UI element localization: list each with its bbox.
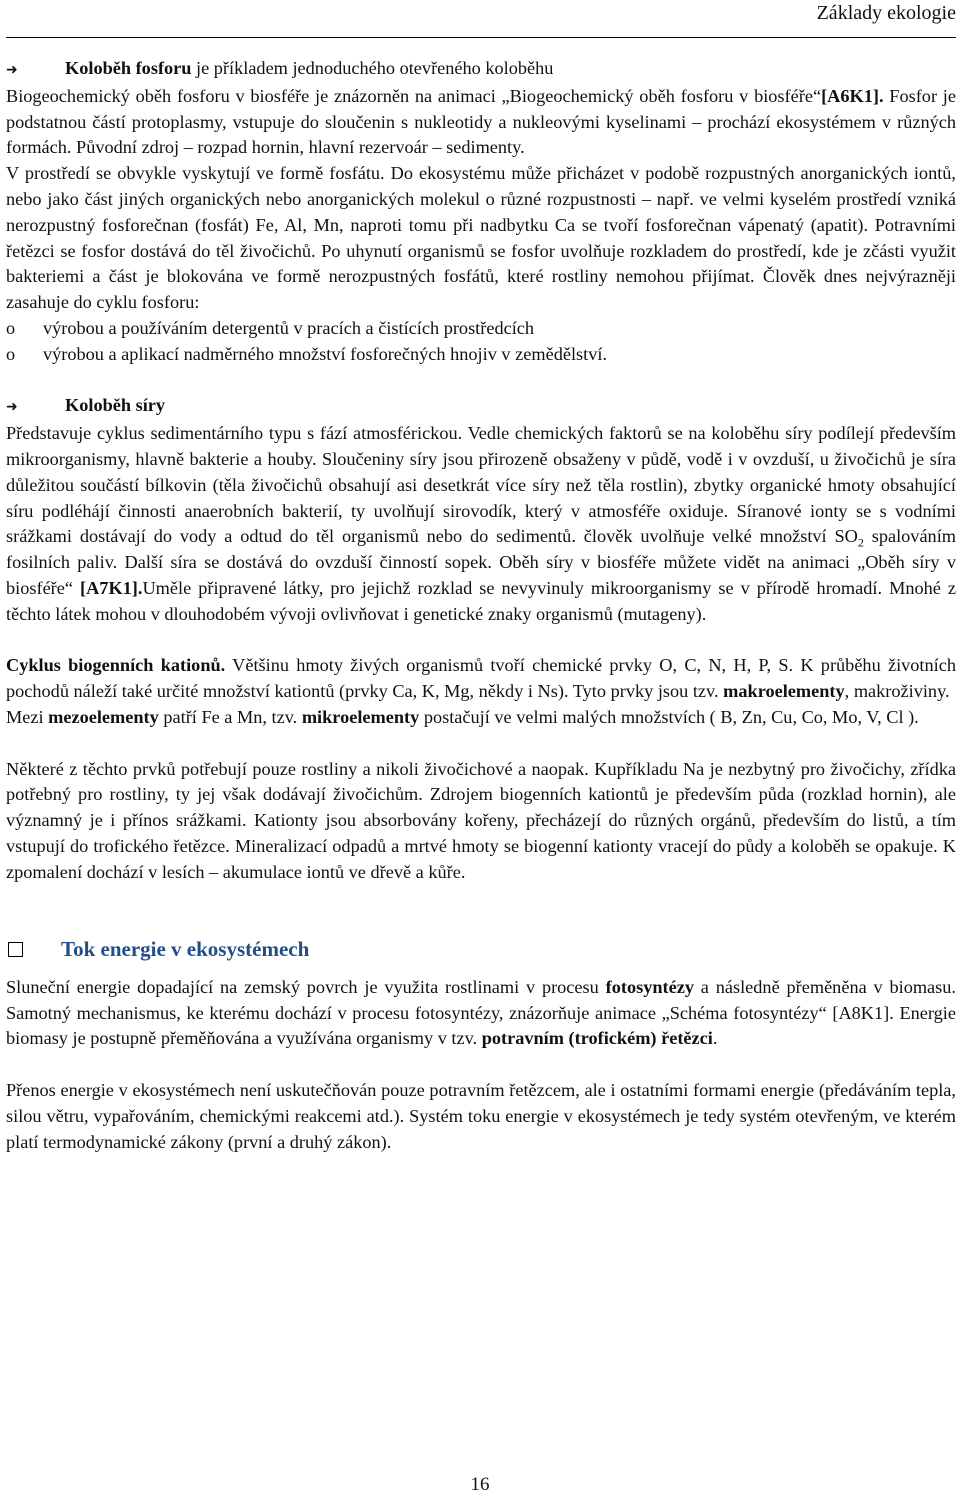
page-header-title: Základy ekologie xyxy=(816,2,956,24)
energy-section-title: Tok energie v ekosystémech xyxy=(61,937,310,962)
sulfur-paragraph xyxy=(6,421,956,627)
phosphorus-p1-text: Biogeochemický oběh fosforu v biosféře je znázorněn na animaci „Biogeochemický oběh fosforu v biosféře“ xyxy=(6,85,822,106)
subscript-2: 2 xyxy=(857,536,864,550)
phosphorus-paragraph-2: V prostředí se obvykle vyskytují ve formě fosfátu. Do ekosystému může přicházet v podobě rozpustných anorganických iontů, nebo jako část jiných organických nebo anorganických molekul o různé rozpustnosti – např. ve velmi kyselém prostředí vzniká nerozpustný fosforečnan (fosfát) Fe, Al, Mn, naproti tomu při nadbytku Ca se tvoří fosforečnan vápenatý (apatit). Potravními řetězci se fosfor dostává do těl živočichů. Po uhynutí organismů se fosfor uvolňuje rozkladem do prostředí, kde je zčásti využit bakteriemi a část je blokována ve formě nerozpustných fosfátů, které rostliny nemohou přijímat. Člověk dnes nejvýrazněji zasahuje do cyklu fosforu: xyxy=(6,163,956,313)
fotosyntezy-term: fotosyntézy xyxy=(605,976,694,997)
sulfur-title: Koloběh síry xyxy=(65,395,166,416)
document-body xyxy=(6,56,956,1155)
checkbox-square-icon xyxy=(8,942,23,957)
phosphorus-title: Koloběh fosforu xyxy=(65,58,192,78)
list-item xyxy=(6,342,956,368)
mezoelementy-term: mezoelementy xyxy=(48,706,159,727)
animation-reference-a6k1: [A6K1]. xyxy=(821,85,884,106)
sulfur-text-a: Představuje cyklus sedimentárního typu s fází atmosférickou. Vedle chemických faktorů se na koloběhu síry podílejí především mikroorganismy, hlavně bakterie a houby. Sloučeniny síry jsou přirozeně obsaženy v půdě, vodě i v ovzduší, u živočichů je síra důležitou součástí bílkovin (těla živočichů obsahují asi desetkrát více síry než těla rostlin), zbytky organické hmoty obsahující síru podléhájí činnosti anaerobních bakterií, ty uvolňují sirovodík, který v atmosféře oxiduje. Síranové ionty se s vodními srážkami dostávají do vody a odtud do těl organismů nebo do sedimentů. člověk uvolňuje velké množství SO xyxy=(6,423,956,547)
arrow-right-icon: ➜ xyxy=(6,62,18,78)
makroelementy-term: makroelementy xyxy=(723,681,845,702)
cations-p2-b: patří Fe a Mn, tzv. xyxy=(158,706,302,727)
energy-p1-b: a následně přeměněna v biomasu. Samotný mechanismus, ke kterému dochází v procesu fotosyntézy, znázorňuje animace „Schéma fotosyntézy“ [A8K1]. Energie biomasy je postupně přeměňována a využívána organismy v tzv. xyxy=(6,976,956,1049)
cations-p2-a: Mezi xyxy=(6,706,49,727)
arrow-right-icon: ➜ xyxy=(6,399,18,416)
list-item-text: výrobou a aplikací nadměrného množství fosforečných hnojiv v zemědělství. xyxy=(43,343,608,364)
phosphorus-p1-text-b: Fosfor je podstatnou částí protoplasmy, vstupuje do sloučenin s nukleotidy a nukleovými kyselinami – prochází ekosystémem v různých formách. Původní zdroj – rozpad hornin, hlavní rezervoár – sedimenty. xyxy=(6,85,956,158)
list-item xyxy=(6,316,956,342)
bullet-o: o xyxy=(6,343,16,364)
cations-title: Cyklus biogenních kationů. xyxy=(6,655,226,676)
trophic-chain-term: potravním (trofickém) řetězci xyxy=(481,1028,713,1049)
phosphorus-paragraph-1 xyxy=(6,84,956,161)
cations-paragraph-3: Některé z těchto prvků potřebují pouze rostliny a nikoli živočichové a naopak. Kupříkladu Na je nezbytný pro živočichy, zřídka potřebný pro rostliny, ty jej však dodávají živočichům. Zdrojem biogenních kationtů je především půda (rozklad hornin), ale významný je i přínos srážkami. Kationty jsou absorbovány kořeny, přecházejí do různých orgánů, především do listů, a tím vstupují do trofického řetězce. Mineralizací odpadů a mrtvé hmoty se biogenní kationty vracejí do půdy a koloběh se opakuje. K zpomalení dochází v lesích – akumulace iontů ve dřevě a kůře. xyxy=(6,758,956,882)
bullet-o: o xyxy=(6,317,16,338)
cations-p2-c: postačují ve velmi malých množstvích ( B, Zn, Cu, Co, Mo, V, Cl ). xyxy=(419,706,919,727)
phosphorus-intro: je příkladem jednoduchého otevřeného koloběhu xyxy=(191,58,554,78)
energy-p1-a: Sluneční energie dopadající na zemský povrch je využita rostlinami v procesu xyxy=(6,976,606,997)
list-item-text: výrobou a používáním detergentů v pracích a čistících prostředcích xyxy=(43,317,535,338)
sulfur-heading xyxy=(6,393,956,421)
energy-paragraph-2: Přenos energie v ekosystémech není uskutečňován pouze potravním řetězcem, ale i ostatními formami energie (předáváním tepla, silou větru, vypařováním, chemickými reakcemi atd.). Systém toku energie v ekosystémech je tedy systém otevřeným, ve kterém platí termodynamické zákony (první a druhý zákon). xyxy=(6,1080,956,1152)
cations-paragraph-2 xyxy=(6,705,956,731)
page-number: 16 xyxy=(470,1474,490,1495)
cations-paragraph-1 xyxy=(6,653,956,705)
energy-section-heading xyxy=(6,937,956,963)
phosphorus-heading xyxy=(6,56,956,84)
header-rule xyxy=(6,37,956,38)
energy-paragraph-1 xyxy=(6,975,956,1052)
mikroelementy-term: mikroelementy xyxy=(301,706,420,727)
animation-reference-a7k1: [A7K1]. xyxy=(80,577,143,598)
energy-p1-c: . xyxy=(712,1028,718,1049)
cations-text-tail: , makroživiny. xyxy=(844,681,950,702)
cations-text: Většinu hmoty živých organismů tvoří chemické prvky O, C, N, H, P, S. K průběhu životních pochodů náleží také určité množství kationtů (prvky Ca, K, Mg, někdy i Ns). Tyto prvky jsou tzv. xyxy=(6,655,956,702)
sulfur-text-b: spalováním fosilních paliv. Další síra se dostává do ovzduší činností sopek. Oběh síry v biosféře můžete vidět na animaci „Oběh síry v biosféře“ xyxy=(6,526,956,598)
sulfur-text-c: Uměle připravené látky, pro jejichž rozklad se nevyvinuly mikroorganismy se v přírodě hromadí. Mnohé z těchto látek mohou v dlouhodobém vývoji ovlivňovat i genetické znaky organismů (mutageny). xyxy=(6,577,956,624)
